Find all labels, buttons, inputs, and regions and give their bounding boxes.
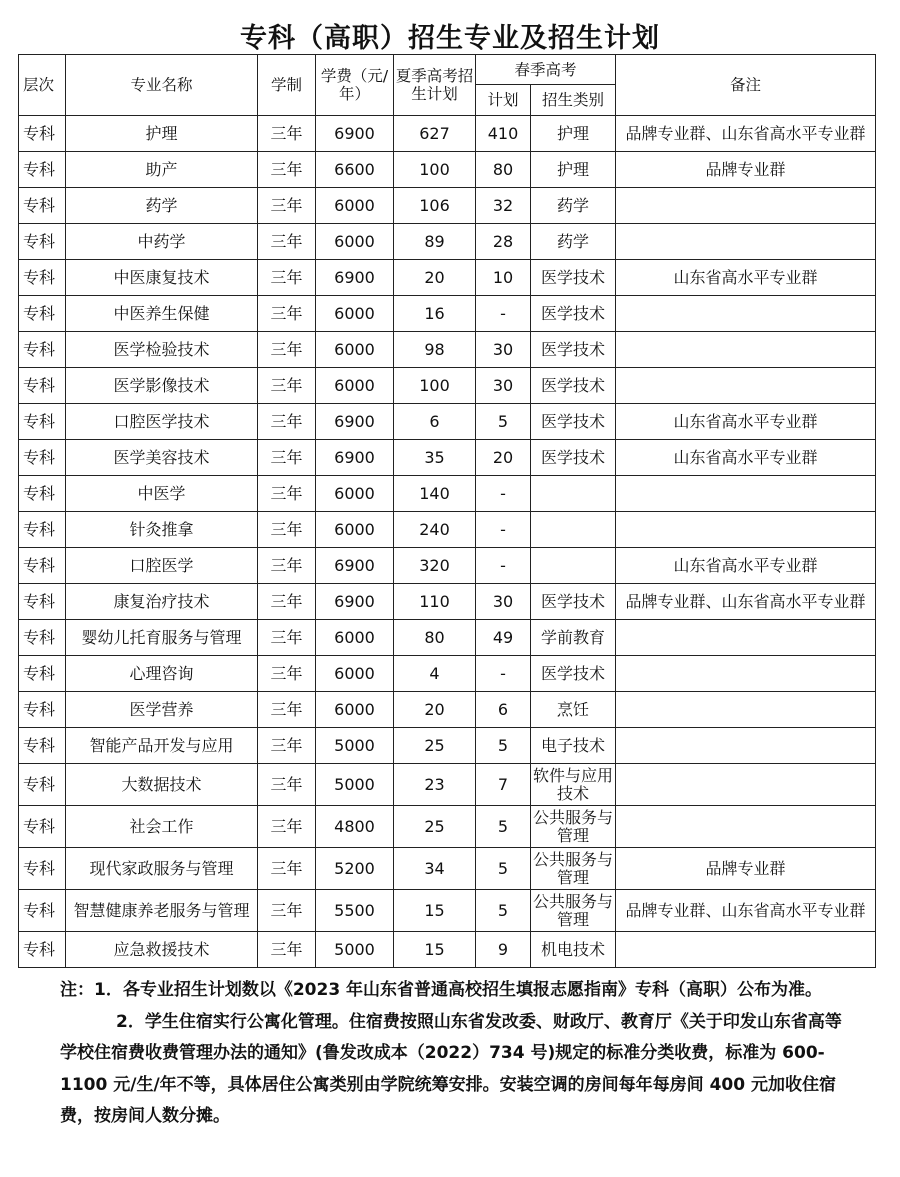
cell-remark: 山东省高水平专业群 <box>616 548 876 584</box>
cell-tuition: 6000 <box>316 368 394 404</box>
cell-spring-category: 医学技术 <box>531 296 616 332</box>
header-level: 层次 <box>19 55 66 116</box>
page-title: 专科（高职）招生专业及招生计划 <box>240 23 660 54</box>
cell-level: 专科 <box>19 620 66 656</box>
cell-spring-plan: - <box>476 656 531 692</box>
cell-duration: 三年 <box>258 656 316 692</box>
cell-level: 专科 <box>19 476 66 512</box>
table-row <box>19 806 876 848</box>
cell-major: 医学美容技术 <box>66 440 258 476</box>
cell-duration: 三年 <box>258 152 316 188</box>
cell-summer-plan: 100 <box>394 152 476 188</box>
cell-major: 智能产品开发与应用 <box>66 728 258 764</box>
cell-summer-plan: 23 <box>394 764 476 806</box>
cell-remark: 品牌专业群、山东省高水平专业群 <box>616 890 876 932</box>
cell-spring-plan: 80 <box>476 152 531 188</box>
table-row <box>19 188 876 224</box>
cell-tuition: 6900 <box>316 548 394 584</box>
cell-remark <box>616 476 876 512</box>
cell-remark <box>616 512 876 548</box>
cell-spring-plan: - <box>476 548 531 584</box>
cell-tuition: 6900 <box>316 404 394 440</box>
table-row <box>19 116 876 152</box>
cell-spring-category: 医学技术 <box>531 404 616 440</box>
cell-spring-plan: 6 <box>476 692 531 728</box>
cell-summer-plan: 106 <box>394 188 476 224</box>
cell-spring-plan: - <box>476 512 531 548</box>
cell-tuition: 5000 <box>316 764 394 806</box>
cell-tuition: 6000 <box>316 620 394 656</box>
cell-summer-plan: 15 <box>394 932 476 968</box>
cell-remark <box>616 620 876 656</box>
cell-summer-plan: 20 <box>394 260 476 296</box>
cell-duration: 三年 <box>258 116 316 152</box>
cell-tuition: 6900 <box>316 440 394 476</box>
cell-remark <box>616 224 876 260</box>
cell-tuition: 6900 <box>316 260 394 296</box>
cell-spring-category <box>531 548 616 584</box>
notes-section <box>60 975 850 1133</box>
cell-duration: 三年 <box>258 584 316 620</box>
cell-spring-plan: 5 <box>476 404 531 440</box>
cell-major: 口腔医学技术 <box>66 404 258 440</box>
cell-level: 专科 <box>19 806 66 848</box>
cell-duration: 三年 <box>258 260 316 296</box>
cell-level: 专科 <box>19 764 66 806</box>
cell-level: 专科 <box>19 116 66 152</box>
cell-major: 中医学 <box>66 476 258 512</box>
cell-summer-plan: 627 <box>394 116 476 152</box>
cell-spring-plan: 32 <box>476 188 531 224</box>
cell-spring-category: 烹饪 <box>531 692 616 728</box>
cell-level: 专科 <box>19 848 66 890</box>
cell-remark <box>616 188 876 224</box>
cell-spring-plan: 5 <box>476 728 531 764</box>
table-row <box>19 848 876 890</box>
cell-tuition: 5000 <box>316 932 394 968</box>
cell-level: 专科 <box>19 656 66 692</box>
cell-duration: 三年 <box>258 512 316 548</box>
cell-remark: 山东省高水平专业群 <box>616 440 876 476</box>
table-row <box>19 548 876 584</box>
table-row <box>19 260 876 296</box>
cell-duration: 三年 <box>258 890 316 932</box>
cell-level: 专科 <box>19 368 66 404</box>
cell-remark <box>616 692 876 728</box>
cell-tuition: 6000 <box>316 692 394 728</box>
cell-level: 专科 <box>19 296 66 332</box>
cell-major: 智慧健康养老服务与管理 <box>66 890 258 932</box>
cell-level: 专科 <box>19 512 66 548</box>
cell-duration: 三年 <box>258 296 316 332</box>
cell-major: 中医康复技术 <box>66 260 258 296</box>
cell-spring-plan: 30 <box>476 584 531 620</box>
table-row <box>19 890 876 932</box>
table-row <box>19 764 876 806</box>
cell-summer-plan: 6 <box>394 404 476 440</box>
cell-duration: 三年 <box>258 404 316 440</box>
cell-major: 应急救援技术 <box>66 932 258 968</box>
table-row <box>19 296 876 332</box>
cell-major: 中药学 <box>66 224 258 260</box>
cell-duration: 三年 <box>258 620 316 656</box>
cell-spring-plan: 5 <box>476 848 531 890</box>
cell-spring-plan: 9 <box>476 932 531 968</box>
cell-spring-plan: 7 <box>476 764 531 806</box>
cell-duration: 三年 <box>258 848 316 890</box>
cell-remark: 品牌专业群、山东省高水平专业群 <box>616 584 876 620</box>
table-row <box>19 656 876 692</box>
cell-level: 专科 <box>19 440 66 476</box>
cell-level: 专科 <box>19 692 66 728</box>
cell-duration: 三年 <box>258 368 316 404</box>
cell-remark <box>616 806 876 848</box>
cell-summer-plan: 25 <box>394 806 476 848</box>
cell-spring-plan: 30 <box>476 332 531 368</box>
table-row <box>19 224 876 260</box>
cell-remark <box>616 728 876 764</box>
cell-remark <box>616 764 876 806</box>
cell-level: 专科 <box>19 932 66 968</box>
cell-duration: 三年 <box>258 440 316 476</box>
table-row <box>19 332 876 368</box>
cell-spring-plan: 28 <box>476 224 531 260</box>
cell-spring-category: 学前教育 <box>531 620 616 656</box>
cell-major: 大数据技术 <box>66 764 258 806</box>
table-row <box>19 692 876 728</box>
cell-tuition: 6000 <box>316 296 394 332</box>
cell-major: 医学检验技术 <box>66 332 258 368</box>
cell-spring-category: 护理 <box>531 152 616 188</box>
table-row <box>19 620 876 656</box>
header-major: 专业名称 <box>66 55 258 116</box>
table-row <box>19 512 876 548</box>
cell-spring-plan: 5 <box>476 890 531 932</box>
header-remark: 备注 <box>616 55 876 116</box>
note-1: 注：1．各专业招生计划数以《2023 年山东省普通高校招生填报志愿指南》专科（高职）公布为准。 <box>60 980 823 1000</box>
cell-spring-category: 公共服务与管理 <box>531 890 616 932</box>
cell-level: 专科 <box>19 188 66 224</box>
table-row <box>19 404 876 440</box>
table-body <box>19 116 876 968</box>
cell-spring-plan: 5 <box>476 806 531 848</box>
header-summer-plan: 夏季高考招生计划 <box>394 55 476 116</box>
cell-duration: 三年 <box>258 764 316 806</box>
cell-spring-category: 药学 <box>531 224 616 260</box>
cell-major: 社会工作 <box>66 806 258 848</box>
cell-major: 药学 <box>66 188 258 224</box>
cell-tuition: 6000 <box>316 512 394 548</box>
cell-level: 专科 <box>19 224 66 260</box>
cell-summer-plan: 98 <box>394 332 476 368</box>
header-spring-category: 招生类别 <box>531 85 616 116</box>
cell-spring-category: 药学 <box>531 188 616 224</box>
cell-remark <box>616 932 876 968</box>
table-row <box>19 152 876 188</box>
cell-remark <box>616 332 876 368</box>
cell-spring-category: 医学技术 <box>531 656 616 692</box>
cell-tuition: 5200 <box>316 848 394 890</box>
cell-remark <box>616 656 876 692</box>
cell-major: 口腔医学 <box>66 548 258 584</box>
cell-summer-plan: 16 <box>394 296 476 332</box>
cell-remark <box>616 296 876 332</box>
cell-remark: 品牌专业群 <box>616 152 876 188</box>
cell-level: 专科 <box>19 260 66 296</box>
cell-duration: 三年 <box>258 332 316 368</box>
cell-level: 专科 <box>19 584 66 620</box>
cell-level: 专科 <box>19 728 66 764</box>
cell-level: 专科 <box>19 548 66 584</box>
cell-summer-plan: 4 <box>394 656 476 692</box>
cell-summer-plan: 80 <box>394 620 476 656</box>
cell-tuition: 6900 <box>316 584 394 620</box>
header-spring-exam: 春季高考 <box>476 55 616 85</box>
cell-duration: 三年 <box>258 806 316 848</box>
table-row <box>19 728 876 764</box>
cell-summer-plan: 35 <box>394 440 476 476</box>
cell-major: 护理 <box>66 116 258 152</box>
table-row <box>19 368 876 404</box>
cell-spring-plan: 410 <box>476 116 531 152</box>
cell-summer-plan: 25 <box>394 728 476 764</box>
note-2: 2．学生住宿实行公寓化管理。住宿费按照山东省发改委、财政厅、教育厅《关于印发山东省高等学校住宿费收费管理办法的通知》(鲁发改成本（2022）734 号)规定的标准分类收费，标准为 600-1100 元/生/年不等，具体居住公寓类别由学院统筹安排。安装空调的房间每年每房间 400 元加收住宿费，按房间人数分摊。 <box>60 1011 842 1126</box>
cell-summer-plan: 240 <box>394 512 476 548</box>
header-duration: 学制 <box>258 55 316 116</box>
cell-spring-category: 医学技术 <box>531 332 616 368</box>
cell-duration: 三年 <box>258 224 316 260</box>
cell-spring-category: 机电技术 <box>531 932 616 968</box>
cell-tuition: 6000 <box>316 224 394 260</box>
cell-summer-plan: 140 <box>394 476 476 512</box>
cell-major: 婴幼儿托育服务与管理 <box>66 620 258 656</box>
cell-tuition: 6600 <box>316 152 394 188</box>
cell-spring-plan: 20 <box>476 440 531 476</box>
cell-major: 医学营养 <box>66 692 258 728</box>
header-spring-plan: 计划 <box>476 85 531 116</box>
cell-major: 心理咨询 <box>66 656 258 692</box>
header-tuition: 学费（元/年） <box>316 55 394 116</box>
cell-spring-category: 电子技术 <box>531 728 616 764</box>
cell-tuition: 4800 <box>316 806 394 848</box>
cell-remark: 品牌专业群、山东省高水平专业群 <box>616 116 876 152</box>
cell-spring-category: 公共服务与管理 <box>531 806 616 848</box>
cell-spring-category: 护理 <box>531 116 616 152</box>
cell-level: 专科 <box>19 152 66 188</box>
cell-tuition: 6000 <box>316 476 394 512</box>
cell-duration: 三年 <box>258 188 316 224</box>
cell-duration: 三年 <box>258 692 316 728</box>
cell-spring-category <box>531 476 616 512</box>
cell-summer-plan: 100 <box>394 368 476 404</box>
table-row <box>19 932 876 968</box>
cell-tuition: 6900 <box>316 116 394 152</box>
cell-tuition: 6000 <box>316 656 394 692</box>
cell-spring-category: 医学技术 <box>531 260 616 296</box>
cell-remark: 山东省高水平专业群 <box>616 404 876 440</box>
cell-major: 医学影像技术 <box>66 368 258 404</box>
cell-spring-plan: 49 <box>476 620 531 656</box>
enrollment-table <box>18 54 876 968</box>
cell-major: 现代家政服务与管理 <box>66 848 258 890</box>
table-row <box>19 440 876 476</box>
cell-duration: 三年 <box>258 548 316 584</box>
cell-spring-category: 医学技术 <box>531 440 616 476</box>
cell-spring-plan: - <box>476 296 531 332</box>
cell-tuition: 5000 <box>316 728 394 764</box>
cell-remark <box>616 368 876 404</box>
cell-major: 中医养生保健 <box>66 296 258 332</box>
cell-summer-plan: 15 <box>394 890 476 932</box>
cell-spring-plan: - <box>476 476 531 512</box>
cell-spring-category: 公共服务与管理 <box>531 848 616 890</box>
cell-duration: 三年 <box>258 932 316 968</box>
cell-spring-category: 医学技术 <box>531 368 616 404</box>
cell-major: 助产 <box>66 152 258 188</box>
cell-summer-plan: 34 <box>394 848 476 890</box>
cell-level: 专科 <box>19 404 66 440</box>
cell-level: 专科 <box>19 332 66 368</box>
cell-duration: 三年 <box>258 476 316 512</box>
cell-spring-plan: 10 <box>476 260 531 296</box>
cell-spring-category: 医学技术 <box>531 584 616 620</box>
cell-tuition: 6000 <box>316 332 394 368</box>
cell-remark: 山东省高水平专业群 <box>616 260 876 296</box>
cell-remark: 品牌专业群 <box>616 848 876 890</box>
cell-duration: 三年 <box>258 728 316 764</box>
cell-tuition: 6000 <box>316 188 394 224</box>
cell-summer-plan: 89 <box>394 224 476 260</box>
cell-spring-category <box>531 512 616 548</box>
cell-summer-plan: 110 <box>394 584 476 620</box>
cell-summer-plan: 20 <box>394 692 476 728</box>
cell-major: 康复治疗技术 <box>66 584 258 620</box>
cell-major: 针灸推拿 <box>66 512 258 548</box>
cell-spring-category: 软件与应用技术 <box>531 764 616 806</box>
table-row <box>19 476 876 512</box>
cell-spring-plan: 30 <box>476 368 531 404</box>
cell-level: 专科 <box>19 890 66 932</box>
cell-tuition: 5500 <box>316 890 394 932</box>
cell-summer-plan: 320 <box>394 548 476 584</box>
table-row <box>19 584 876 620</box>
